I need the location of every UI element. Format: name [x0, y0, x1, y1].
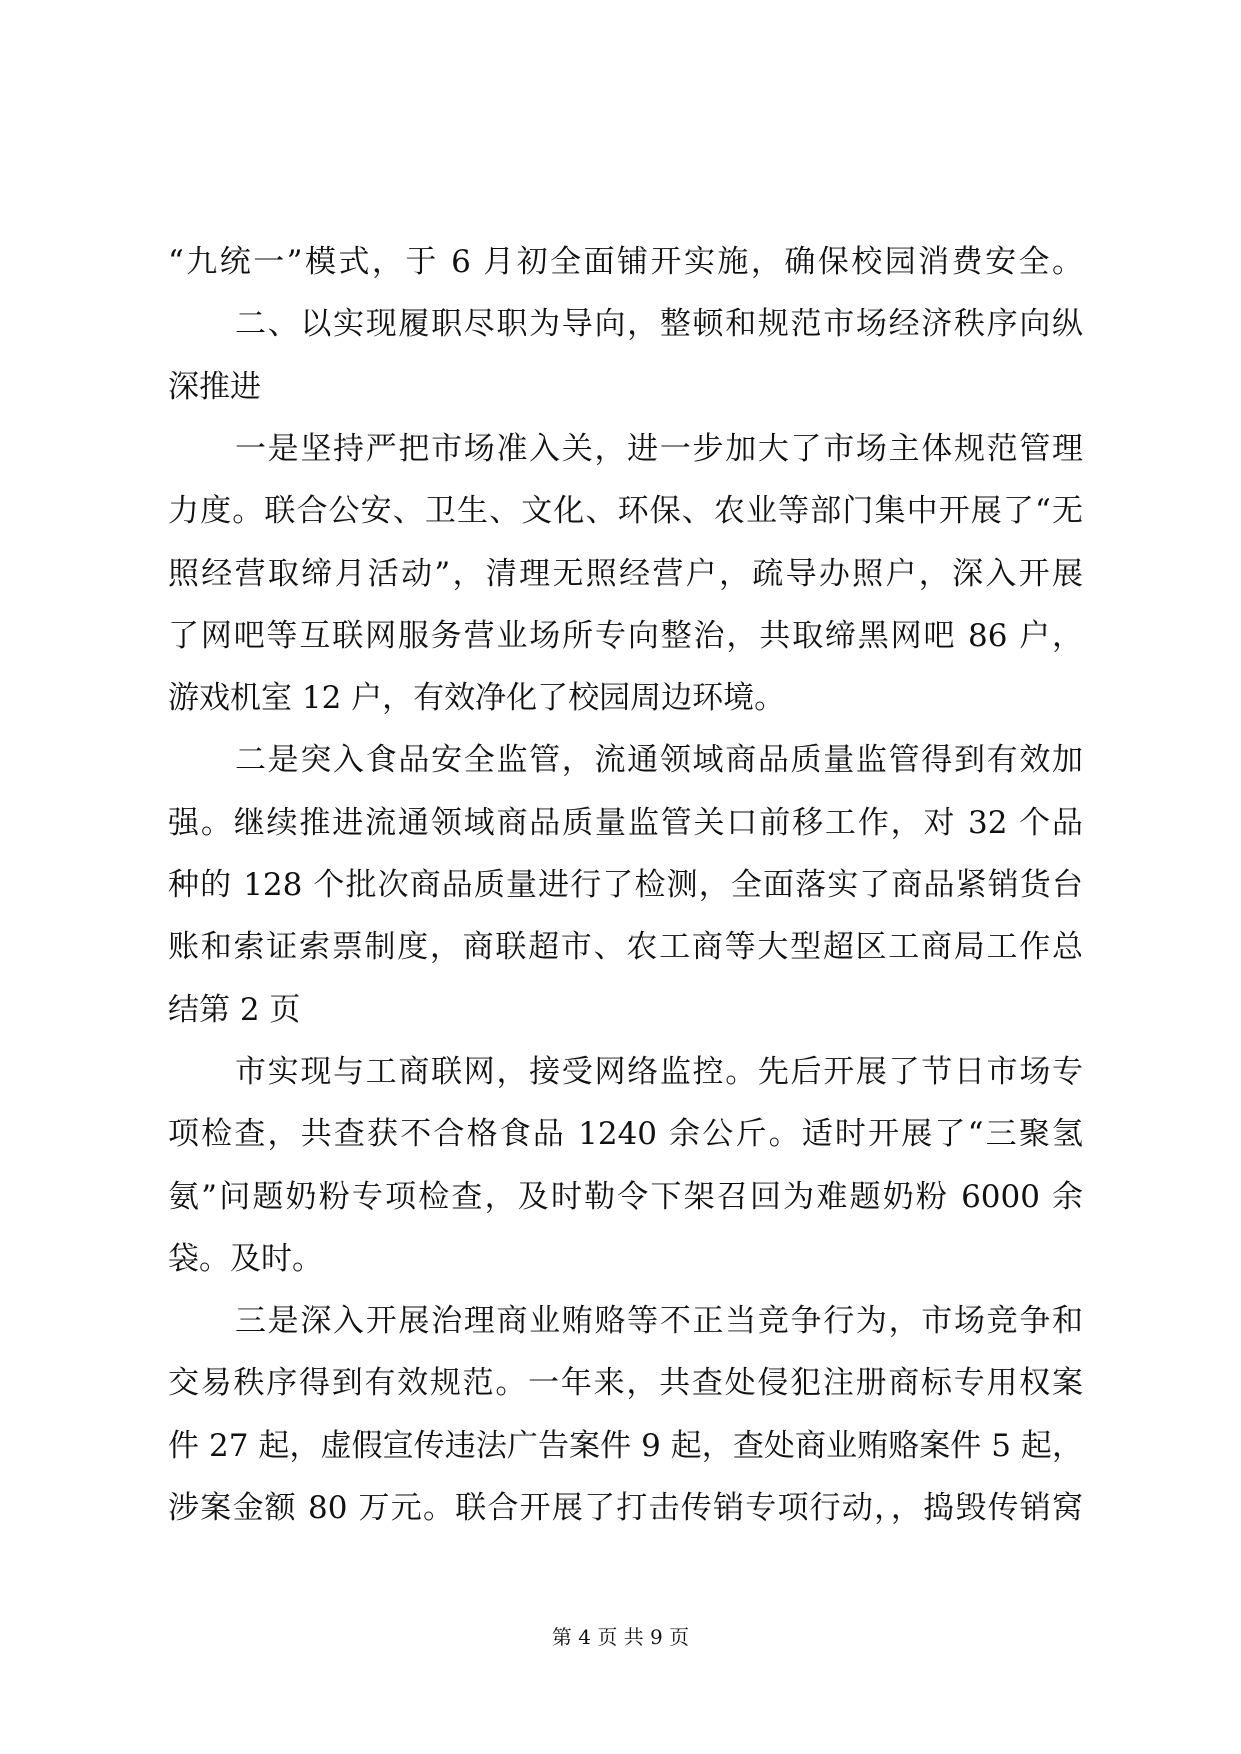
text-line: 力度。联合公安、卫生、文化、环保、农业等部门集中开展了“无 [168, 493, 1083, 530]
text-line: 二、以实现履职尽职为导向，整顿和规范市场经济秩序向纵 [235, 306, 1083, 343]
text-line: 结第 2 页 [168, 991, 301, 1028]
text-line: 了网吧等互联网服务营业场所专向整治，共取缔黑网吧 86 户， [168, 617, 1083, 654]
text-line: 袋。及时。 [168, 1240, 323, 1277]
text-line: 件 27 起，虚假宣传违法广告案件 9 起，查处商业贿赂案件 5 起， [168, 1427, 1083, 1464]
page-footer: 第 4 页 共 9 页 [551, 1625, 690, 1649]
text-line: “九统一”模式，于 6 月初全面铺开实施，确保校园消费安全。 [168, 244, 1083, 280]
text-line: 游戏机室 12 户，有效净化了校园周边环境。 [168, 680, 786, 717]
text-line: 交易秩序得到有效规范。一年来，共查处侵犯注册商标专用权案 [168, 1365, 1083, 1402]
text-line: 深推进 [168, 368, 261, 405]
text-line: 强。继续推进流通领域商品质量监管关口前移工作，对 32 个品 [168, 804, 1083, 841]
text-line: 照经营取缔月活动”，清理无照经营户，疏导办照户，深入开展 [168, 555, 1083, 592]
text-line: 市实现与工商联网，接受网络监控。先后开展了节日市场专 [235, 1053, 1083, 1090]
text-line: 三是深入开展治理商业贿赂等不正当竞争行为，市场竞争和 [235, 1303, 1083, 1340]
text-line: 账和索证索票制度，商联超市、农工商等大型超区工商局工作总 [168, 929, 1083, 966]
text-line: 项检查，共查获不合格食品 1240 余公斤。适时开展了“三聚氢 [168, 1116, 1083, 1153]
text-line: 氨”问题奶粉专项检查，及时勒令下架召回为难题奶粉 6000 余 [168, 1178, 1083, 1215]
text-line: 涉案金额 80 万元。联合开展了打击传销专项行动，，捣毁传销窝 [168, 1490, 1083, 1526]
text-line: 种的 128 个批次商品质量进行了检测，全面落实了商品紧销货台 [168, 867, 1083, 903]
text-line: 二是突入食品安全监管，流通领域商品质量监管得到有效加 [235, 742, 1083, 779]
text-line: 一是坚持严把市场准入关，进一步加大了市场主体规范管理 [235, 430, 1083, 467]
